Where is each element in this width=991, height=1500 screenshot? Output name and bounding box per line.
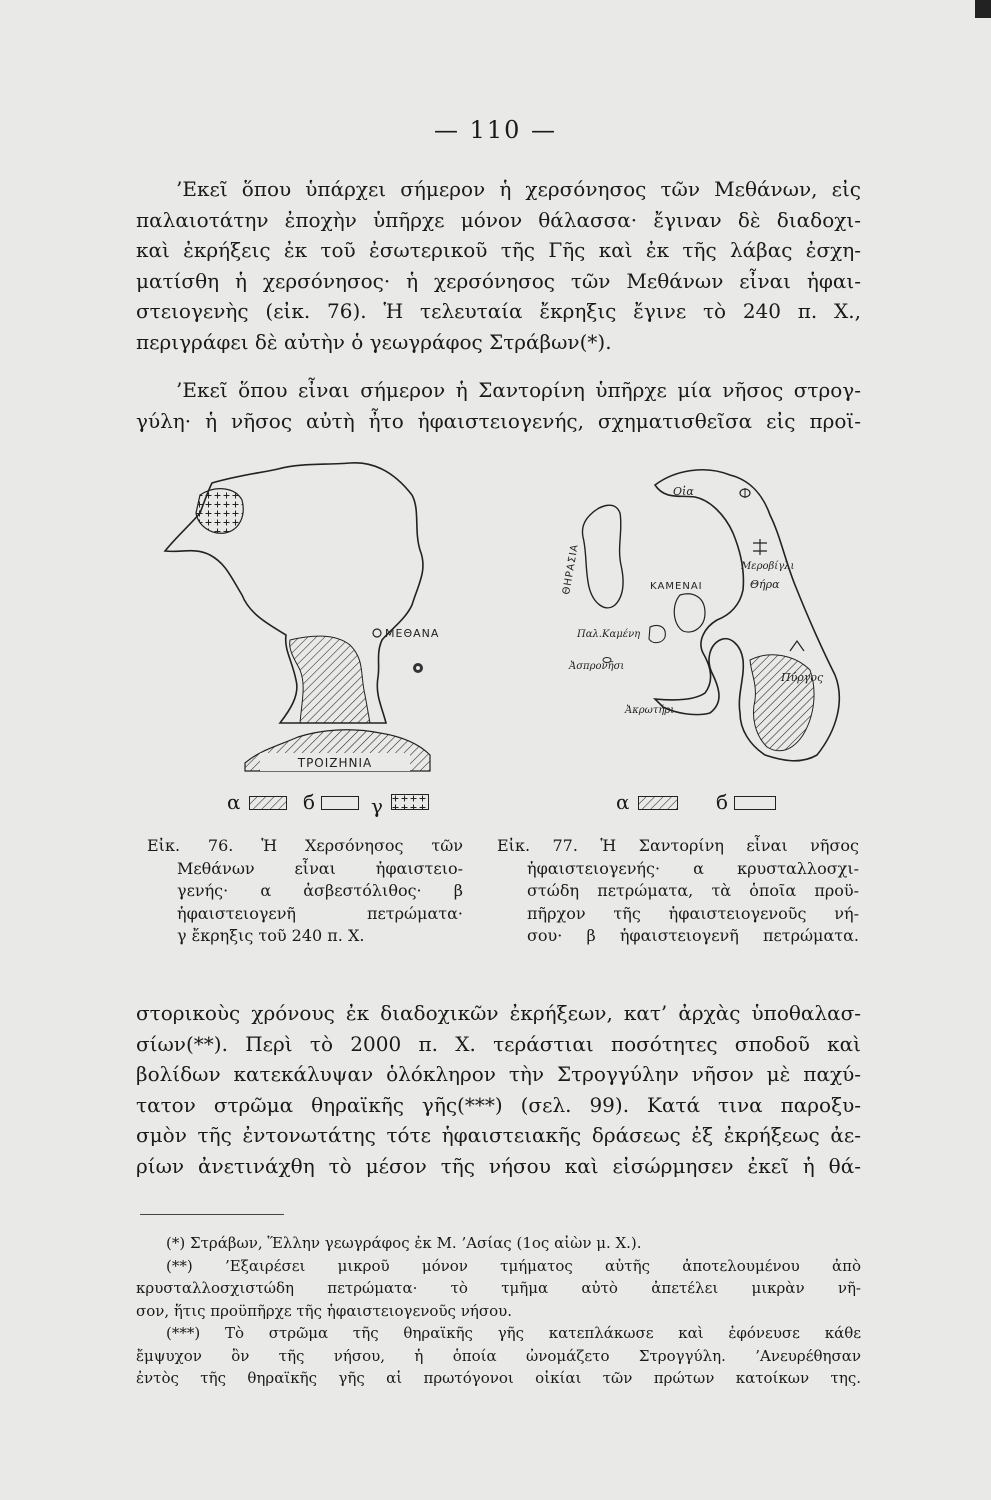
oia-marker-icon [740,488,750,498]
text-line: ματίσθη ἡ χερσόνησος· ἡ χερσόνησος τῶν Μεθάνων εἶναι ἡφαι- [136,268,861,293]
footnote-line: κρυσταλλοσχιστώδη πετρώματα· τὸ τμῆμα αὐτὸ ἀπετέλει μικρὰν νῆ- [136,1279,861,1297]
text-line: παλαιοτάτην ἐποχὴν ὑπῆρχε μόνον θάλασσα· ἔγιναν δὲ διαδοχι- [136,207,861,232]
oia-label: Οἰα [673,485,694,498]
text-line: στορικοὺς χρόνους ἐκ διαδοχικῶν ἐκρήξεων, κατ’ ἀρχὰς ὑποθαλασ- [136,1001,861,1025]
legend-a-label: α [227,790,241,814]
footnote-divider [140,1214,284,1215]
caption-line: ἡφαιστειογενής· α κρυσταλλοσχι- [527,858,859,878]
figure-76-legend [227,790,447,816]
caption-line: πῆρχον τῆς ἡφαιστειογενοῦς νή- [527,903,859,923]
footnote-line: ἐντὸς τῆς θηραϊκῆς γῆς αἱ πρωτόγονοι οἰκίαι τῶν πρώτων κατοίκων της. [136,1369,861,1387]
pyrgos-marker-icon [790,641,804,651]
text-line: ’Εκεῖ ὅπου ὑπάρχει σήμερον ἡ χερσόνησος τῶν Μεθάνων, εἰς [176,177,861,201]
eruption-240bc-area [196,489,243,534]
legend-b-swatch-icon [321,796,359,810]
thirasia-label: ΘΗΡΑΣΙΑ [561,543,581,596]
caption-line: ἡφαιστειογενῆ πετρώματα· [177,903,463,923]
footnotes [136,1232,861,1390]
methana-label: ΜΕΘΑΝΑ [385,627,440,640]
figure-77-legend [616,790,796,816]
pyrgos-label: Πύργος [781,671,824,684]
palaia-kameni-label: Παλ.Καμένη [577,629,641,640]
legend-b-label: б [716,790,729,814]
text-line: σίων(**). Περὶ τὸ 2000 π. Χ. τεράστιαι ποσότητες σποδοῦ καὶ [136,1031,861,1056]
text-line: τατον στρῶμα θηραϊκῆς γῆς(***) (σελ. 99). Κατά τινα παροξυ- [136,1092,861,1117]
text-line: σμὸν τῆς ἐντονωτάτης τότε ἡφαιστειακῆς δράσεως ἐξ ἐκρήξεως ἀε- [136,1123,861,1147]
caption-line: σου· β ἡφαιστειογενῆ πετρώματα. [527,926,859,945]
merovigli-marker-icon [753,539,767,555]
volcanic-rocks-area [750,655,814,751]
caption-line: γ ἔκρηξις τοῦ 240 π. Χ. [177,926,365,945]
thira-island-coastline [655,470,839,761]
figure-77-caption [497,835,859,948]
legend-a-swatch-icon [249,796,287,810]
troizinia-label: ΤΡΟΙΖΗΝΙΑ [297,756,373,770]
figure-76-methana-map [150,455,450,785]
scan-edge-mark [975,0,991,18]
footnote-line: σον, ἥτις προϋπῆρχε τῆς ἡφαιστειογενοῦς νήσου. [136,1301,512,1320]
figure-77-santorini-map [545,455,855,775]
merovigli-label: Μεροβίγλι [741,561,795,572]
figure-76-caption [147,835,463,948]
legend-a-label: α [616,790,630,814]
intro-paragraph [136,174,861,357]
akrotiri-label: Ἀκρωτήρι [625,705,675,716]
islet-icon [413,663,423,673]
footnote-line: (**) ’Εξαιρέσει μικροῦ μόνον τμήματος αὐτῆς ἀποτελουμένου ἀπὸ [166,1256,861,1275]
thira-label: Θήρα [750,578,780,591]
palaia-kameni-coastline [649,625,665,642]
page-number: — 110 — [433,116,558,144]
text-line: περιγράφει δὲ αὐτὴν ὁ γεωγράφος Στράβων(*). [136,329,612,354]
limestone-area [290,636,370,723]
legend-b-label: б [303,790,316,814]
text-line: βολίδων κατεκάλυψαν ὁλόκληρον τὴν Στρογγύλην νῆσον μὲ παχύ- [136,1062,861,1086]
text-line: καὶ ἐκρήξεις ἐκ τοῦ ἐσωτερικοῦ τῆς Γῆς καὶ ἐκ τῆς λάβας ἐσχη- [136,238,861,262]
footnote-line: (***) Τὸ στρῶμα τῆς θηραϊκῆς γῆς κατεπλάκωσε καὶ ἐφόνευσε κάθε [166,1324,861,1342]
santorini-paragraph [136,375,861,436]
thirasia-island-coastline [582,505,623,608]
legend-c-label: γ [371,794,383,818]
caption-line: Μεθάνων εἶναι ἡφαιστειο- [177,858,463,878]
text-line: ρίων ἀνετινάχθη τὸ μέσον τῆς νήσου καὶ εἰσώρμησεν ἐκεῖ ἡ θά- [136,1153,861,1178]
continuation-paragraph [136,998,861,1181]
legend-b-swatch-icon [734,796,776,810]
text-line: στειογενὴς (εἰκ. 76). Ἡ τελευταία ἔκρηξις ἔγινε τὸ 240 π. Χ., [136,299,861,323]
text-line: γύλη· ἡ νῆσος αὐτὴ ἦτο ἡφαιστειογενής, σχηματισθεῖσα εἰς προϊ- [136,408,861,433]
caption-line: Εἰκ. 76. Ἡ Χερσόνησος τῶν [147,836,463,855]
footnote-line: (*) Στράβων, Ἕλλην γεωγράφος ἐκ Μ. ’Ασίας (1ος αἰὼν μ. Χ.). [166,1234,642,1252]
methana-town-icon [373,629,381,637]
caption-line: στώδη πετρώματα, τὰ ὁποῖα προϋ- [527,881,859,900]
legend-a-swatch-icon [638,796,678,810]
nea-kameni-coastline [674,594,705,632]
legend-c-swatch-icon [391,794,429,810]
footnote-line: ἔμψυχον ὂν τῆς νήσου, ἡ ὁποία ὠνομάζετο Στρογγύλη. ’Ανευρέθησαν [136,1346,861,1365]
caption-line: γενής· α ἀσβεστόλιθος· β [177,881,463,900]
caption-line: Εἰκ. 77. Ἡ Σαντορίνη εἶναι νῆσος [497,836,859,855]
aspronisi-label: Ἀσπρονῆσι [569,661,625,672]
kamenai-label: ΚΑΜΕΝΑΙ [650,581,703,592]
text-line: ’Εκεῖ ὅπου εἶναι σήμερον ἡ Σαντορίνη ὑπῆρχε μία νῆσος στρογ- [176,378,861,402]
